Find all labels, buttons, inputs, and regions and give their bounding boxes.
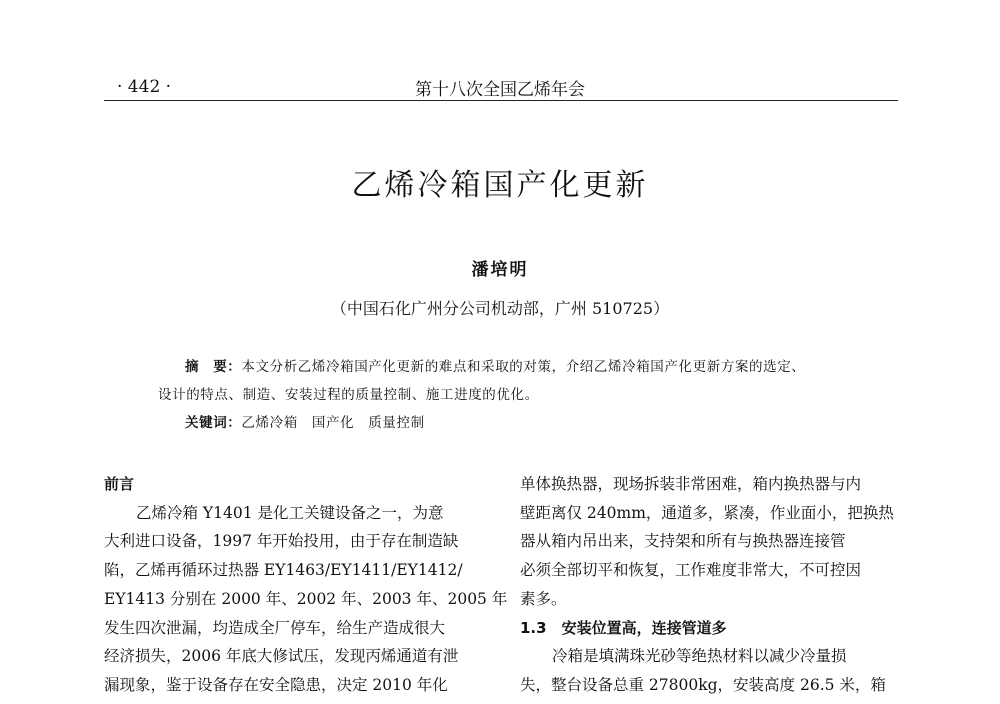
body-line: EY1413 分别在 2000 年、2002 年、2003 年、2005 年 bbox=[104, 589, 508, 608]
body-line: 漏现象，鉴于设备存在安全隐患，决定 2010 年化 bbox=[104, 675, 448, 694]
body-line: 大利进口设备，1997 年开始投用，由于存在制造缺 bbox=[104, 532, 459, 551]
body-line: 陷，乙烯再循环过热器 EY1463/EY1411/EY1412/ bbox=[104, 561, 463, 580]
body-line: 经济损失，2006 年底大修试压，发现丙烯通道有泄 bbox=[104, 647, 459, 666]
body-line: 器从箱内吊出来，支持架和所有与换热器连接管 bbox=[520, 532, 846, 551]
body-line: 必须全部切平和恢复，工作难度非常大，不可控因 bbox=[520, 561, 862, 580]
keywords bbox=[185, 411, 425, 431]
header-rule bbox=[104, 100, 898, 101]
section-heading-1-3: 1.3 安装位置高，连接管道多 bbox=[520, 618, 727, 637]
keywords-text: 乙烯冷箱 国产化 质量控制 bbox=[241, 415, 425, 431]
body-line: 壁距离仅 240mm，通道多，紧凑，作业面小，把换热 bbox=[520, 503, 894, 522]
body-line: 发生四次泄漏，均造成全厂停车，给生产造成很大 bbox=[104, 618, 446, 637]
running-header-conference: 第十八次全国乙烯年会 bbox=[415, 80, 585, 100]
body-line: 冷箱是填满珠光砂等绝热材料以减少冷量损 bbox=[552, 647, 847, 666]
body-line: 失，整台设备总重 27800kg，安装高度 26.5 米，箱 bbox=[520, 675, 886, 694]
section-heading-foreword: 前言 bbox=[104, 475, 135, 493]
abstract-label: 摘 要： bbox=[185, 359, 242, 375]
page-number: · 442 · bbox=[117, 77, 172, 97]
author-name: 潘培明 bbox=[471, 260, 529, 280]
body-line: 素多。 bbox=[520, 589, 567, 608]
body-line: 单体换热器，现场拆装非常困难，箱内换热器与内 bbox=[520, 475, 862, 493]
right-column bbox=[520, 470, 900, 700]
author-affiliation: （中国石化广州分公司机动部，广州 510725） bbox=[330, 299, 670, 318]
abstract-line-2: 设计的特点、制造、安装过程的质量控制、施工进度的优化。 bbox=[158, 387, 539, 403]
abstract-line-1 bbox=[185, 355, 805, 375]
paper-title: 乙烯冷箱国产化更新 bbox=[351, 168, 649, 203]
abstract-text-1: 本文分析乙烯冷箱国产化更新的难点和采取的对策，介绍乙烯冷箱国产化更新方案的选定、 bbox=[241, 359, 806, 375]
body-line: 乙烯冷箱 Y1401 是化工关键设备之一，为意 bbox=[136, 503, 444, 522]
keywords-label: 关键词： bbox=[185, 415, 242, 431]
left-column bbox=[104, 470, 508, 700]
